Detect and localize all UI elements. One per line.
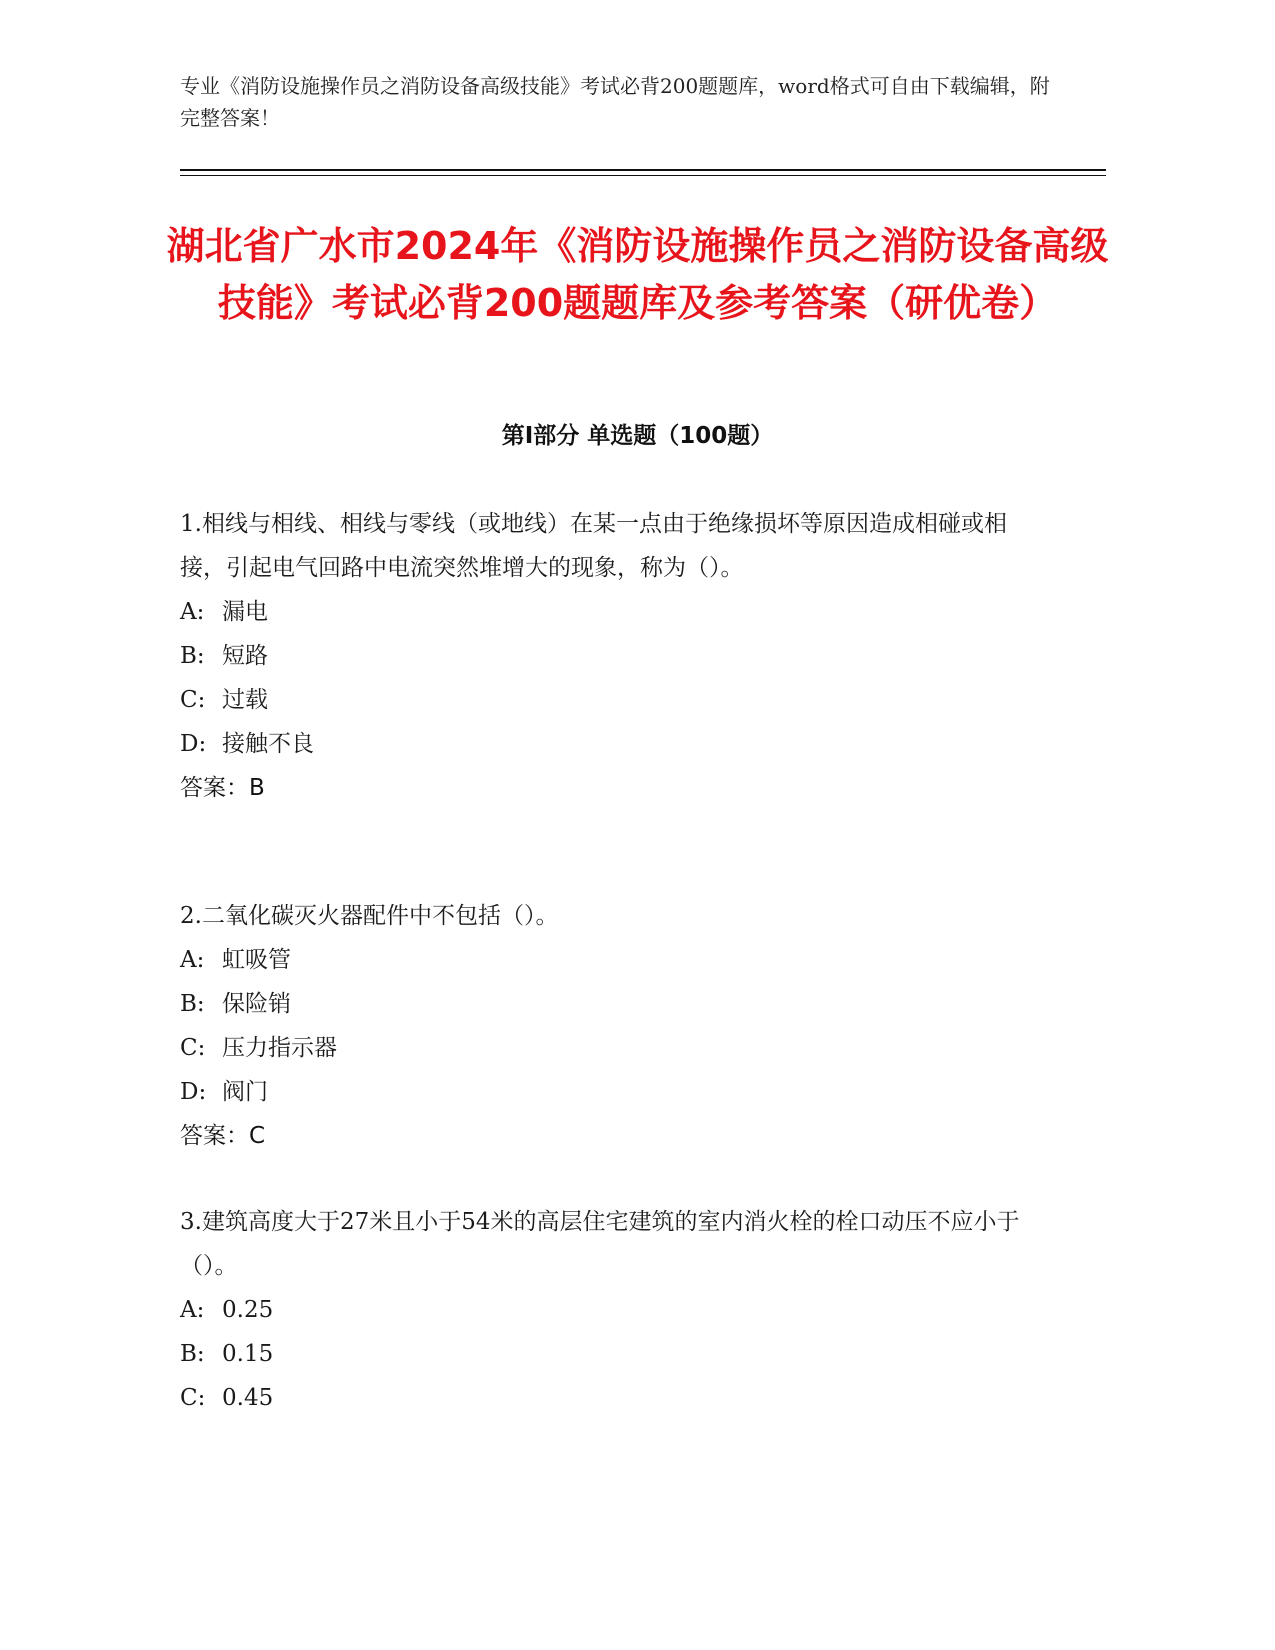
- option-key: A:: [180, 1297, 205, 1323]
- option-text: 接触不良: [222, 731, 314, 757]
- header-note: 专业《消防设施操作员之消防设备高级技能》考试必背200题题库，word格式可自由下载编辑，附完整答案！: [180, 74, 1050, 130]
- option-b: [180, 982, 1020, 1026]
- option-c: [180, 678, 1020, 722]
- option-key: B:: [180, 643, 205, 669]
- option-a: [180, 938, 1020, 982]
- option-key: A:: [180, 599, 205, 625]
- option-key: D:: [180, 1079, 207, 1105]
- option-d: [180, 722, 1020, 766]
- option-text: 漏电: [222, 599, 268, 625]
- option-key: B:: [180, 991, 205, 1017]
- option-text: 短路: [222, 643, 268, 669]
- option-b: [180, 1332, 1020, 1376]
- option-key: C:: [180, 1035, 206, 1061]
- option-text: 0.15: [222, 1341, 274, 1367]
- option-d: [180, 1070, 1020, 1114]
- answer-line: 答案：C: [180, 1123, 266, 1149]
- option-text: 保险销: [222, 991, 291, 1017]
- question-text: 3.建筑高度大于27米且小于54米的高层住宅建筑的室内消火栓的栓口动压不应小于（）。: [180, 1209, 1020, 1279]
- option-text: 过载: [222, 687, 268, 713]
- option-c: [180, 1376, 1020, 1420]
- option-key: C:: [180, 687, 206, 713]
- option-text: 0.45: [222, 1385, 274, 1411]
- option-text: 0.25: [222, 1297, 274, 1323]
- answer-line: 答案：B: [180, 775, 265, 801]
- header-rule-thick: [180, 169, 1106, 171]
- option-c: [180, 1026, 1020, 1070]
- option-a: [180, 590, 1020, 634]
- option-key: B:: [180, 1341, 205, 1367]
- option-b: [180, 634, 1020, 678]
- header-rule-thin: [180, 175, 1106, 176]
- question-2: [180, 894, 1020, 1158]
- document-title: 湖北省广水市2024年《消防设施操作员之消防设备高级技能》考试必背200题题库及参考答案（研优卷）: [166, 224, 1109, 325]
- option-key: A:: [180, 947, 205, 973]
- option-a: [180, 1288, 1020, 1332]
- option-key: D:: [180, 731, 207, 757]
- option-text: 虹吸管: [222, 947, 291, 973]
- option-text: 压力指示器: [222, 1035, 337, 1061]
- section-heading: 第I部分 单选题（100题）: [501, 423, 774, 449]
- option-key: C:: [180, 1385, 206, 1411]
- question-text: 2.二氧化碳灭火器配件中不包括（）。: [180, 903, 559, 929]
- question-3: [180, 1200, 1020, 1420]
- question-1: [180, 502, 1020, 810]
- question-text: 1.相线与相线、相线与零线（或地线）在某一点由于绝缘损坏等原因造成相碰或相接，引起电气回路中电流突然堆增大的现象，称为（）。: [180, 511, 1007, 581]
- option-text: 阀门: [222, 1079, 268, 1105]
